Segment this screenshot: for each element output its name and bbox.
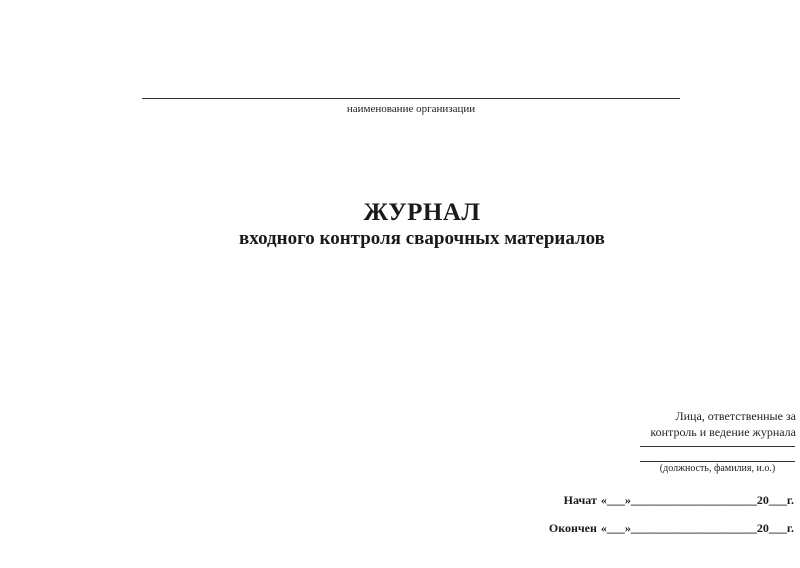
end-date-label: Окончен	[548, 521, 597, 535]
responsible-persons-label	[596, 408, 796, 440]
responsible-label-line-1: Лица, ответственные за	[675, 409, 796, 423]
responsible-signature-line-1	[640, 446, 795, 447]
end-date-row	[549, 521, 794, 536]
responsible-label-line-2: контроль и ведение журнала	[650, 425, 796, 439]
responsible-caption: (должность, фамилия, и.о.)	[659, 463, 776, 474]
responsible-signature-line-2	[640, 461, 795, 462]
organization-name-line	[142, 98, 680, 99]
start-date-row	[564, 493, 794, 508]
start-date-value: «___»_____________________20___г.	[600, 493, 794, 507]
start-date-label: Начат	[563, 493, 597, 507]
end-date-value: «___»_____________________20___г.	[600, 521, 794, 535]
organization-caption: наименование организации	[346, 103, 476, 115]
journal-subtitle: входного контроля сварочных материалов	[239, 228, 605, 249]
journal-title: ЖУРНАЛ	[363, 199, 481, 226]
